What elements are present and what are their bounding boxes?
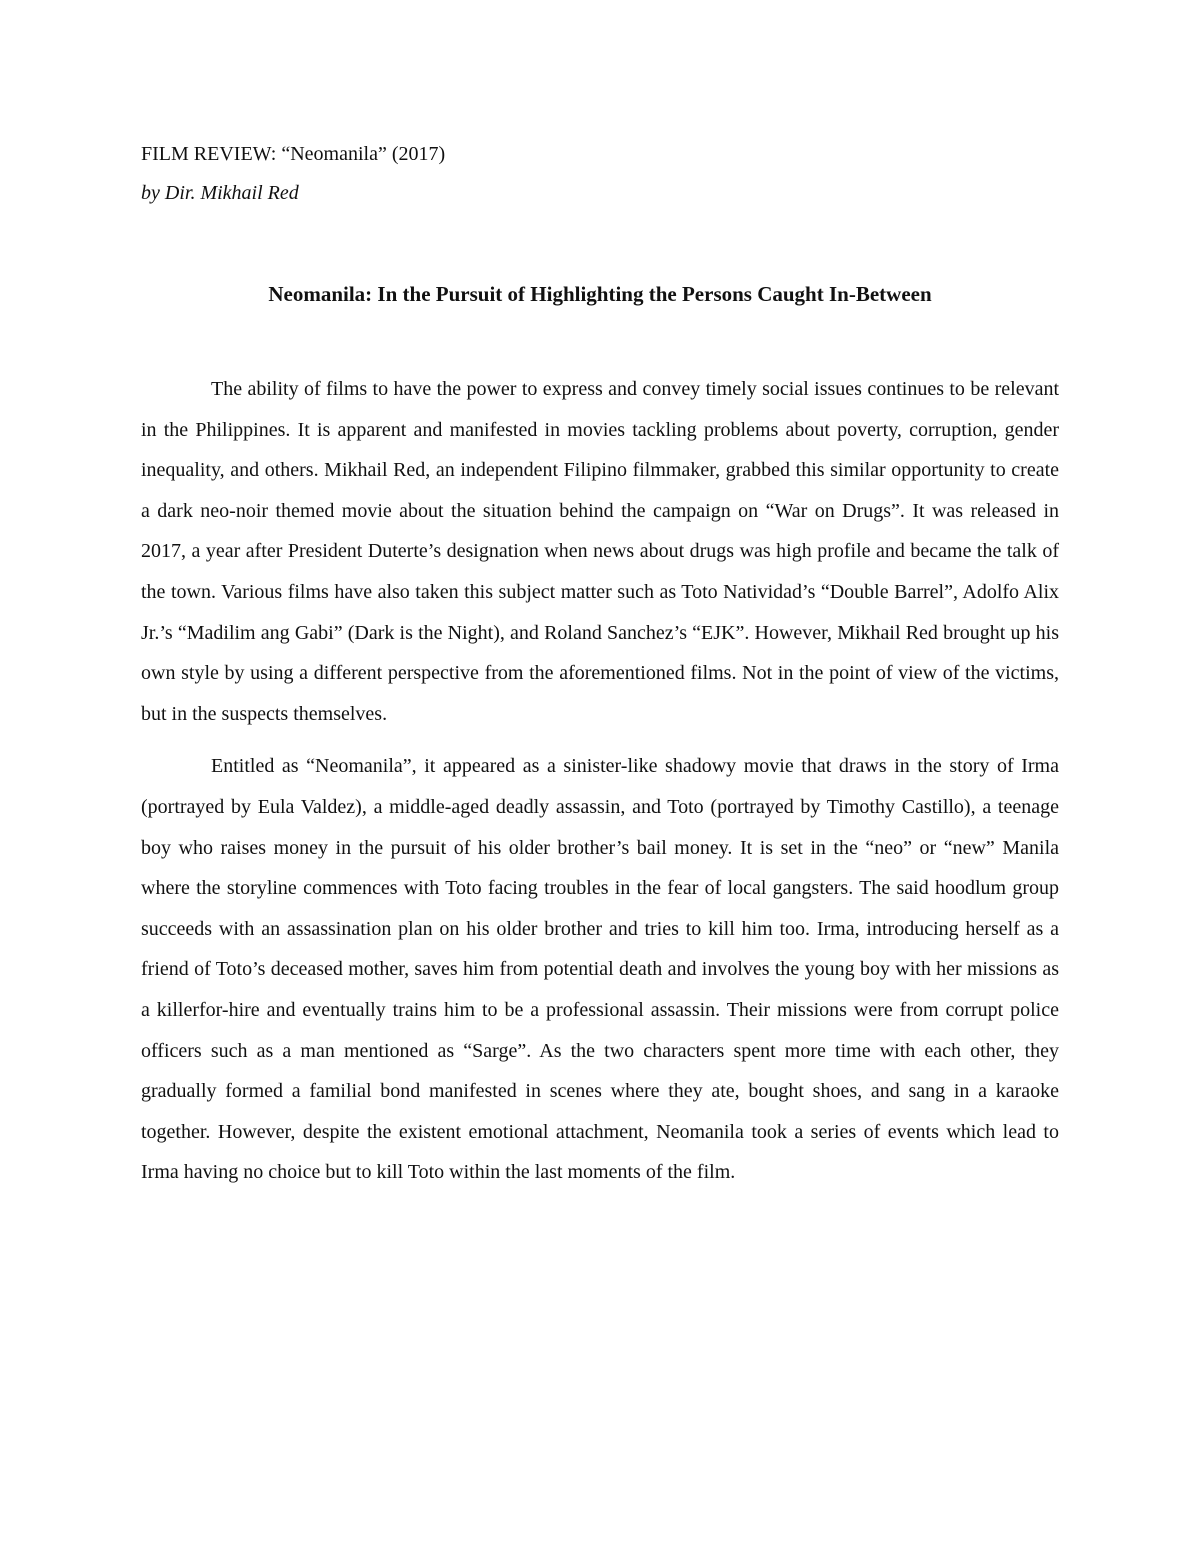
body-paragraph-1: The ability of films to have the power to express and convey timely social issues continues to be relevant in the Philippines. It is apparent and manifested in movies tackling problems about poverty, corruption, gender inequality, and others. Mikhail Red, an independent Filipino filmmaker, grabbed this similar opportunity to create a dark neo-noir themed movie about the situation behind the campaign on “War on Drugs”. It was released in 2017, a year after President Duterte’s designation when news about drugs was high profile and became the talk of the town. Various films have also taken this subject matter such as Toto Natividad’s “Double Barrel”, Adolfo Alix Jr.’s “Madilim ang Gabi” (Dark is the Night), and Roland Sanchez’s “EJK”. However, Mikhail Red brought up his own style by using a different perspective from the aforementioned films. Not in the point of view of the victims, but in the suspects themselves. xyxy=(141,378,1059,725)
body-paragraph-2: Entitled as “Neomanila”, it appeared as a sinister-like shadowy movie that draws in the story of Irma (portrayed by Eula Valdez), a middle-aged deadly assassin, and Toto (portrayed by Timothy Castillo), a teenage boy who raises money in the pursuit of his older brother’s bail money. It is set in the “neo” or “new” Manila where the storyline commences with Toto facing troubles in the fear of local gangsters. The said hoodlum group succeeds with an assassination plan on his older brother and tries to kill him too. Irma, introducing herself as a friend of Toto’s deceased mother, saves him from potential death and involves the young boy with her missions as a killerfor-hire and eventually trains him to be a professional assassin. Their missions were from corrupt police officers such as a man mentioned as “Sarge”. As the two characters spent more time with each other, they gradually formed a familial bond manifested in scenes where they ate, bought shoes, and sang in a karaoke together. However, despite the existent emotional attachment, Neomanila took a series of events which lead to Irma having no choice but to kill Toto within the last moments of the film. xyxy=(141,755,1059,1184)
article-title: Neomanila: In the Pursuit of Highlighting the Persons Caught In-Between xyxy=(268,282,932,306)
document-page xyxy=(141,141,1059,1193)
byline: by Dir. Mikhail Red xyxy=(141,182,299,204)
review-label: FILM REVIEW: “Neomanila” (2017) xyxy=(141,143,446,165)
